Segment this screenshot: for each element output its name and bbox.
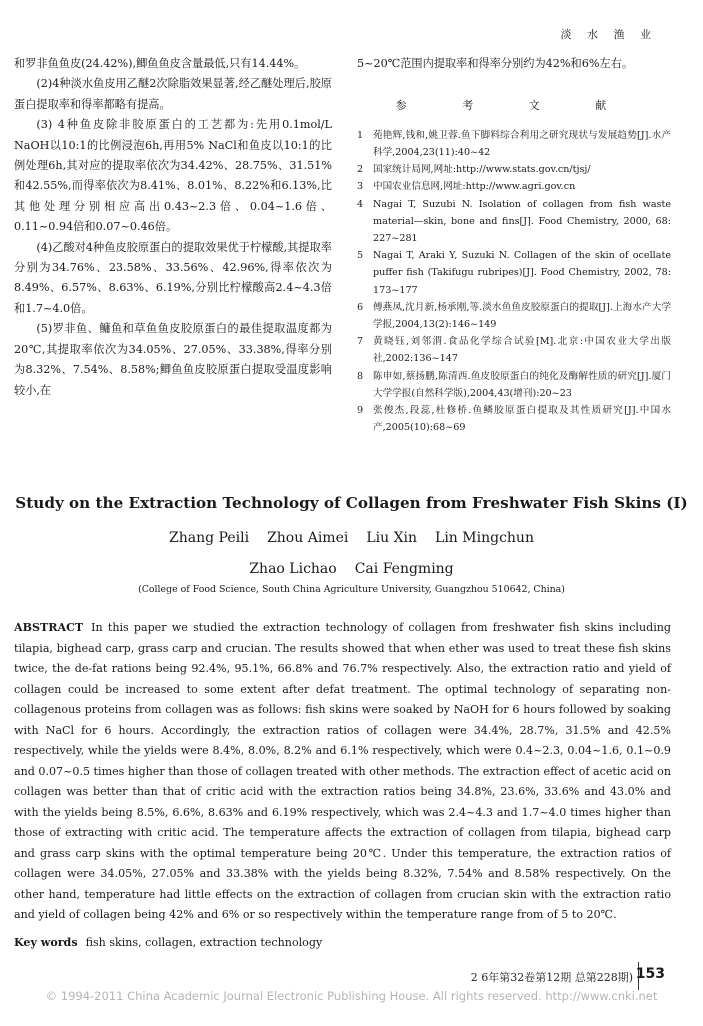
reference-number: 9 <box>357 405 364 417</box>
authors-line-2 <box>0 561 703 577</box>
reference-number: 3 <box>357 181 364 193</box>
references-title: 参 考 文 献 <box>395 99 633 113</box>
reference-text: 国家统计局网,网址:http://www.stats.gov.cn/tjsj/ <box>373 164 591 176</box>
reference-item <box>357 161 671 178</box>
right-column-text: 5~20℃范围内提取率和得率分别约为42%和6%左右。 <box>357 57 634 70</box>
reference-number: 8 <box>357 370 364 382</box>
author-name: Liu Xin <box>366 530 418 546</box>
abstract <box>14 618 671 926</box>
author-name: Zhou Aimei <box>267 530 349 546</box>
references-list <box>357 127 671 437</box>
copyright-watermark: © 1994-2011 China Academic Journal Electronic Publishing House. All rights reserved. http://www.cnki.net <box>45 989 658 1003</box>
reference-item <box>357 247 671 299</box>
reference-text: 黄晓钰,刘邻渭.食品化学综合试验[M].北京:中国农业大学出版社,2002:136~147 <box>373 336 671 365</box>
reference-text: 苑艳辉,钱和,姚卫蓉.鱼下脚料综合利用之研究现状与发展趋势[J].水产科学,2004,23(11):40~42 <box>373 129 671 159</box>
left-paragraph: (3) 4种鱼皮除非胶原蛋白的工艺都为:先用0.1mol/L NaOH以10:1的比例浸泡6h,再用5% NaCl和鱼皮以10:1的比例处理6h,其对应的提取率依次为34.42%、28.75%、31.51%和42.55%,而得率依次为8.41%、8.01%、8.22%和6.13%,比其他处理分别相应高出0.43~2.3倍、0.04~1.6倍、0.11~0.94倍和0.07~0.46倍。 <box>14 118 332 234</box>
reference-text: 傅燕凤,沈月新,杨承刚,等.淡水鱼鱼皮胶原蛋白的提取[J].上海水产大学学报,2004,13(2):146~149 <box>373 301 671 331</box>
reference-number: 6 <box>357 301 364 313</box>
right-column <box>357 54 671 436</box>
affiliation: (College of Food Science, South China Agriculture University, Guangzhou 510642, China) <box>138 584 565 595</box>
left-column <box>14 54 332 401</box>
reference-item <box>357 178 671 195</box>
reference-text: 陈申如,蔡扬鹏,陈清西.鱼皮胶原蛋白的纯化及酶解性质的研究[J].厦门大学学报(自然科学版),2004,43(增刊):20~23 <box>373 370 671 399</box>
reference-item <box>357 196 671 248</box>
reference-item <box>357 299 671 333</box>
author-name: Lin Mingchun <box>435 530 534 546</box>
reference-text: Nagai T, Araki Y, Suzuki N. Collagen of the skin of ocellate puffer fish (Takifugu rubripes)[J]. Food Chemistry, 2002, 78: 173~177 <box>373 250 671 296</box>
reference-number: 2 <box>357 164 364 176</box>
author-name: Zhao Lichao <box>249 561 337 577</box>
reference-number: 4 <box>357 198 364 210</box>
left-paragraph: (2)4种淡水鱼皮用乙醚2次除脂效果显著,经乙醚处理后,胶原蛋白提取率和得率都略有提高。 <box>14 77 332 111</box>
reference-item <box>357 127 671 161</box>
left-paragraph: 和罗非鱼鱼皮(24.42%),鲫鱼鱼皮含量最低,只有14.44%。 <box>14 57 306 70</box>
journal-header-mark: 淡 水 渔 业 <box>560 28 657 41</box>
english-title: Study on the Extraction Technology of Collagen from Freshwater Fish Skins (Ⅰ) <box>15 494 688 512</box>
keywords <box>14 936 671 949</box>
keywords-text: fish skins, collagen, extraction technology <box>85 936 323 949</box>
abstract-label: ABSTRACT <box>14 621 84 634</box>
footer-issue: 2 6年第32卷第12期 总第228期) <box>470 971 633 984</box>
left-paragraph: (4)乙酸对4种鱼皮胶原蛋白的提取效果优于柠檬酸,其提取率分别为34.76%、23.58%、33.56%、42.96%,得率依次为8.49%、6.57%、8.63%、6.19%,分别比柠檬酸高2.4~4.3倍和1.7~4.0倍。 <box>14 240 332 315</box>
reference-item <box>357 368 671 402</box>
reference-number: 5 <box>357 250 364 262</box>
abstract-text: In this paper we studied the extraction technology of collagen from freshwater fish skins including tilapia, bighead carp, grass carp and crucian. The results showed that when ether was used to treat these fish skins twice, the de-fat rations being 92.4%, 95.1%, 66.8% and 76.7% respectively. Also, the extraction ratio and yield of collagen could be increased to some extent after defat treatment. The optimal technology of separating non-collagenous proteins from collagen was as follows: fish skins were soaked by NaOH for 6 hours followed by soaking with NaCl for 6 hours. Accordingly, the extraction ratios of collagen were 34.4%, 28.7%, 31.5% and 42.5% respectively, while the yields were 8.4%, 8.0%, 8.2% and 6.1% respectively, which were 0.4~2.3, 0.04~1.6, 0.1~0.9 and 0.07~0.5 times higher than those of collagen treated with other methods. The extraction effect of acetic acid on collagen was better than that of critic acid with the extraction ratios being 34.8%, 23.6%, 33.6% and 43.0% and with the yields being 8.5%, 6.6%, 8.63% and 6.19% respectively, which was 2.4~4.3 and 1.7~4.0 times higher than those of extracting with critic acid. The temperature affects the extraction of collagen from tilapia, bighead carp and grass carp skins with the optimal temperature being 20℃. Under this temperature, the extraction ratios of collagen were 34.05%, 27.05% and 33.38% with the yields being 8.32%, 7.54% and 8.58% respectively. On the other hand, temperature had little effects on the extraction of collagen from crucian skin with the extraction ratio and yield of collagen being 42% and 6% or so respectively within the temperature range from of 5 to 20℃. <box>14 621 671 921</box>
keywords-label: Key words <box>14 936 78 949</box>
author-name: Zhang Peili <box>169 530 250 546</box>
authors-line-1 <box>0 530 703 546</box>
reference-text: 中国农业信息网,网址:http://www.agri.gov.cn <box>373 181 576 193</box>
reference-text: 张俊杰,段蕊,杜修桥.鱼鳞胶原蛋白提取及其性质研究[J].中国水产,2005(10):68~69 <box>373 405 671 434</box>
reference-item <box>357 402 671 436</box>
reference-number: 1 <box>357 129 364 141</box>
reference-item <box>357 333 671 367</box>
left-paragraph: (5)罗非鱼、鳙鱼和草鱼鱼皮胶原蛋白的最佳提取温度都为20℃,其提取率依次为34.05%、27.05%、33.38%,得率分别为8.32%、7.54%、8.58%;鲫鱼鱼皮胶原蛋白提取受温度影响较小,在 <box>14 322 332 397</box>
reference-text: Nagai T, Suzubi N. Isolation of collagen from fish waste material—skin, bone and fins[J]. Food Chemistry, 2000, 68: 227~281 <box>373 198 671 245</box>
page-number: 153 <box>635 966 665 982</box>
author-name: Cai Fengming <box>354 561 454 577</box>
reference-number: 7 <box>357 336 364 348</box>
